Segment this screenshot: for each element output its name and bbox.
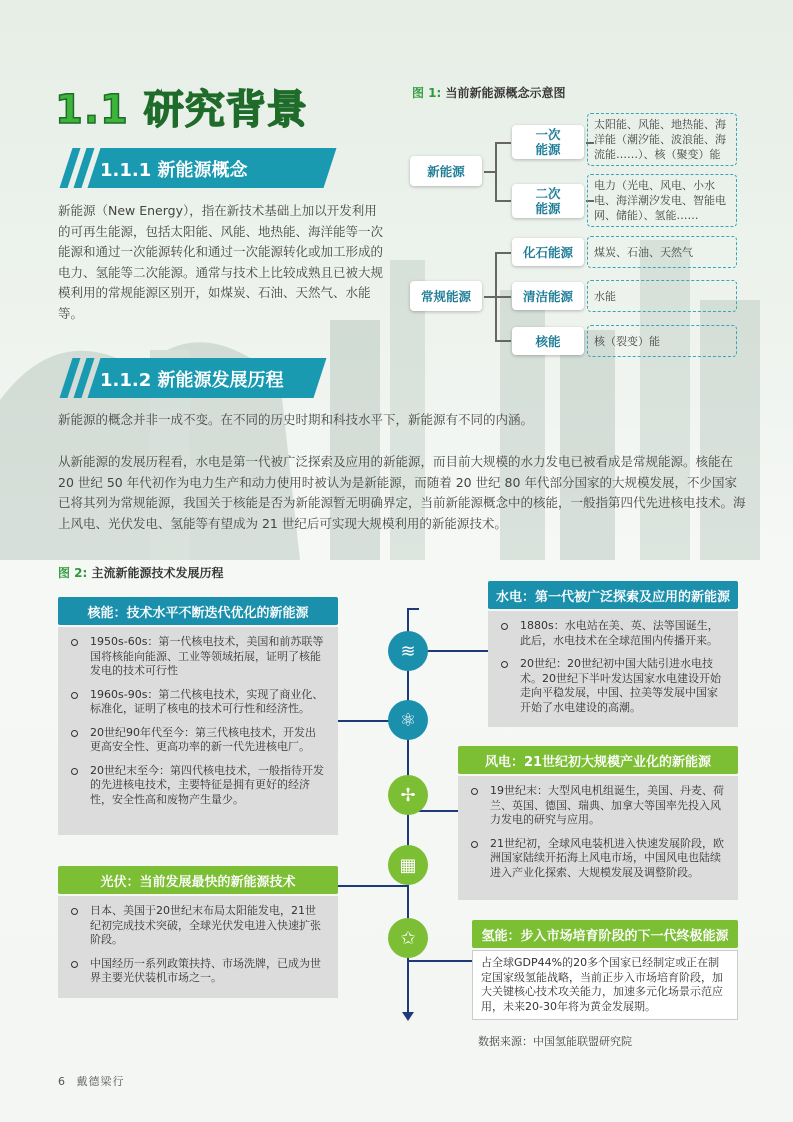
nuclear-panel [58, 627, 338, 835]
pv-header: 光伏：当前发展最快的新能源技术 [58, 866, 338, 894]
wind-panel [458, 776, 738, 900]
section-heading-2-text: 1.1.2 新能源发展历程 [100, 370, 284, 391]
page-title: 1.1 研究背景 [55, 87, 308, 133]
hydrogen-text: 占全球GDP44%的20多个国家已经制定或正在制定国家级氢能战略，当前正步入市场培育阶段，加大关键核心技术攻关能力，加速多元化场景示范应用，未来20-30年将为黄金发展期。 [472, 950, 738, 1020]
history-paragraph-1: 新能源的概念并非一成不变。在不同的历史时期和科技水平下，新能源有不同的内涵。 [58, 412, 534, 427]
hydro-panel [488, 611, 738, 727]
page-number: 6 [58, 1075, 66, 1088]
solar-icon: ▦ [388, 845, 428, 885]
data-source: 数据来源：中国氢能联盟研究院 [478, 1035, 632, 1048]
nuclear-header: 核能：技术水平不断迭代优化的新能源 [58, 597, 338, 625]
nuclear-item: 20世纪末至今：第四代核电技术，一般指待开发的先进核电技术，主要特征是拥有更好的经济性，安全性高和废物产生量少。 [68, 764, 326, 808]
hydro-item: 20世纪：20世纪初中国大陆引进水电技术。20世纪下半叶发达国家水电建设开始走向平稳发展，中国、拉美等发展中国家开始了水电建设的高潮。 [498, 657, 726, 715]
secondary-energy-box: 二次能源 [512, 184, 584, 218]
figure-2-label: 图 2: [58, 566, 88, 580]
pv-item: 中国经历一系列政策扶持、市场洗牌，已成为世界主要光伏装机市场之一。 [68, 957, 326, 986]
figure-1-title [412, 84, 566, 101]
fossil-energy-desc: 煤炭、石油、天然气 [587, 236, 737, 268]
primary-energy-box: 一次能源 [512, 125, 584, 159]
wind-header: 风电：21世纪初大规模产业化的新能源 [458, 746, 738, 774]
secondary-energy-desc: 电力（光电、风电、小水电、海洋潮汐发电、智能电网、储能）、氢能…… [587, 174, 737, 227]
footer-org: 戴德梁行 [76, 1075, 125, 1088]
fossil-energy-box: 化石能源 [512, 238, 584, 266]
hydro-item: 1880s：水电站在美、英、法等国诞生，此后，水电技术在全球范围内传播开来。 [498, 619, 726, 648]
conventional-energy-box: 常规能源 [410, 281, 482, 311]
hydro-icon: ≋ [388, 631, 428, 671]
figure-2-title [58, 564, 224, 581]
nuclear-energy-box: 核能 [512, 327, 584, 355]
clean-energy-desc: 水能 [587, 280, 737, 312]
figure-1-caption: 当前新能源概念示意图 [445, 86, 566, 100]
hydro-header: 水电：第一代被广泛探索及应用的新能源 [488, 581, 738, 609]
figure-2-caption: 主流新能源技术发展历程 [91, 566, 224, 580]
wind-icon: ✢ [388, 775, 428, 815]
pv-panel [58, 896, 338, 998]
hydrogen-icon: ✩ [388, 918, 428, 958]
nuclear-item: 1950s-60s：第一代核电技术，美国和前苏联等国将核能向能源、工业等领域拓展，证明了核能发电的技术可行性 [68, 635, 326, 679]
nuclear-icon: ⚛ [388, 700, 428, 740]
figure-1-label: 图 1: [412, 86, 442, 100]
nuclear-energy-desc: 核（裂变）能 [587, 325, 737, 357]
wind-item: 21世纪初，全球风电装机进入快速发展阶段，欧洲国家陆续开拓海上风电市场，中国风电也陆续进入产业化探索、大规模发展及调整阶段。 [468, 837, 726, 881]
clean-energy-box: 清洁能源 [512, 282, 584, 310]
section-heading-2 [60, 358, 330, 398]
timeline-arrow-icon [402, 1012, 414, 1021]
footer [58, 1073, 125, 1089]
nuclear-item: 1960s-90s：第二代核电技术，实现了商业化、标准化，证明了核电的技术可行性和经济性。 [68, 688, 326, 717]
pv-item: 日本、美国于20世纪末布局太阳能发电，21世纪初完成技术突破，全球光伏发电进入快速扩张阶段。 [68, 904, 326, 948]
concept-paragraph: 新能源（New Energy），指在新技术基础上加以开发利用的可再生能源，包括太阳能、风能、地热能、海洋能等一次能源和通过一次能源转化和通过一次能源转化或加工形成的电力、氢能等二次能源。通常与技术上比较成熟且已被大规模利用的常规能源区别开，如煤炭、石油、天然气、水能等。 [58, 203, 384, 321]
primary-energy-desc: 太阳能、风能、地热能、海洋能（潮汐能、波浪能、海流能……）、核（聚变）能 [587, 113, 737, 166]
section-heading-1 [60, 148, 290, 188]
new-energy-box: 新能源 [410, 156, 482, 186]
hydrogen-header: 氢能：步入市场培育阶段的下一代终极能源 [472, 920, 738, 948]
nuclear-item: 20世纪90年代至今：第三代核电技术，开发出更高安全性、更高功率的新一代先进核电厂。 [68, 726, 326, 755]
section-heading-1-text: 1.1.1 新能源概念 [100, 160, 248, 181]
wind-item: 19世纪末：大型风电机组诞生，美国、丹麦、荷兰、英国、德国、瑞典、加拿大等国率先投入风力发电的研究与应用。 [468, 784, 726, 828]
history-paragraph-2: 从新能源的发展历程看，水电是第一代被广泛探索及应用的新能源，而目前大规模的水力发电已被看成是常规能源。核能在 20 世纪 50 年代初作为电力生产和动力使用时被认为是新能源，而随着 20 世纪 80 年代部分国家的大规模发展，不少国家已将其列为常规能源，我国关于核能是否为新能源暂无明确界定，当前新能源概念中的核能，一般指第四代先进核电技术。海上风电、光伏发电、氢能等有望成为 21 世纪后可实现大规模利用的新能源技术。 [58, 454, 746, 531]
